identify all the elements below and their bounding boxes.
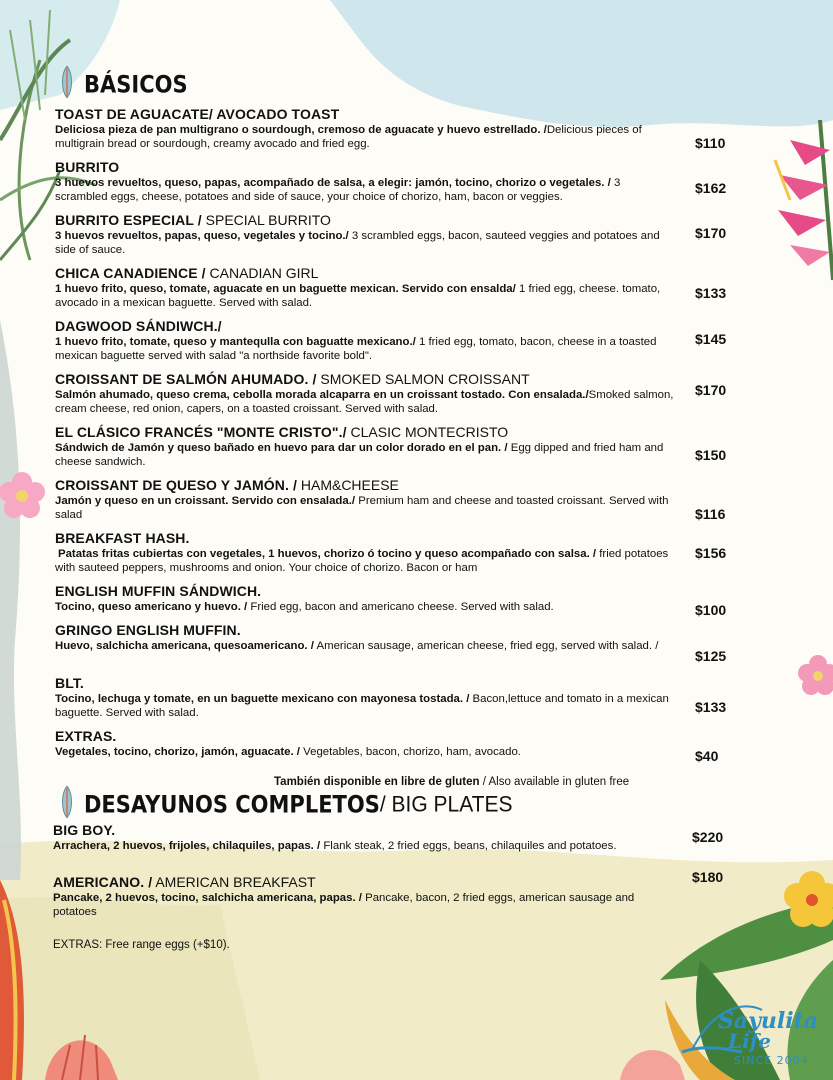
menu-item bbox=[55, 675, 675, 720]
item-price: $170 bbox=[695, 382, 727, 398]
item-name: AMERICANO. / bbox=[53, 874, 153, 890]
item-name-en: CANADIAN GIRL bbox=[209, 265, 319, 281]
item-name: CHICA CANADIENCE / bbox=[55, 265, 206, 281]
item-price: $150 bbox=[695, 447, 727, 463]
menu-item bbox=[55, 530, 675, 575]
item-name: GRINGO ENGLISH MUFFIN. bbox=[55, 622, 241, 638]
item-name-en: CLASIC MONTECRISTO bbox=[350, 424, 509, 440]
item-desc-es: Sándwich de Jamón y queso bañado en huevo para dar un color dorado en el pan. / bbox=[55, 442, 508, 454]
section-heading-basicos bbox=[60, 66, 188, 98]
item-name: BREAKFAST HASH. bbox=[55, 530, 190, 546]
item-price: $145 bbox=[695, 331, 727, 347]
item-desc-en: American sausage, american cheese, fried egg, served with salad. / bbox=[316, 640, 659, 652]
item-desc-en: 1 fried egg, cheese. tomato, avocado in a mexican baguette. Served with salad. bbox=[55, 283, 661, 309]
item-desc-es: 3 huevos revueltos, papas, queso, vegetales y tocino./ bbox=[55, 230, 349, 242]
item-desc-en: 1 fried egg, tomato, bacon, cheese in a toasted mexican baguette served with salad "a northside favorite bold". bbox=[55, 336, 657, 362]
menu-item bbox=[55, 371, 675, 416]
item-desc-en: 3 scrambled eggs, cheese, potatoes and side of sauce, your choice of chorizo, ham, bacon or veggies. bbox=[55, 177, 621, 203]
item-price: $133 bbox=[695, 699, 727, 715]
item-desc-es: Jamón y queso en un croissant. Servido con ensalada./ bbox=[55, 495, 356, 507]
item-desc-es: Pancake, 2 huevos, tocino, salchicha americana, papas. / bbox=[53, 892, 362, 904]
menu-item bbox=[55, 106, 675, 151]
menu-item bbox=[55, 583, 675, 614]
menu-item bbox=[55, 318, 675, 363]
item-desc-es: Arrachera, 2 huevos, frijoles, chilaquiles, papas. / bbox=[53, 840, 321, 852]
menu-item bbox=[55, 622, 675, 653]
surfboard-icon bbox=[60, 786, 74, 818]
item-price: $156 bbox=[695, 545, 727, 561]
section-subtitle: / BIG PLATES bbox=[379, 792, 513, 817]
menu-item bbox=[55, 728, 675, 759]
item-desc-es: 1 huevo frito, queso, tomate, aguacate en un baguette mexican. Servido con ensalda/ bbox=[55, 283, 516, 295]
item-desc-es: Patatas fritas cubiertas con vegetales, 1 huevos, chorizo ó tocino y queso acompañado con salsa. / bbox=[58, 548, 597, 560]
menu-item bbox=[53, 822, 673, 853]
logo-line3: SINCE 2004 bbox=[734, 1054, 809, 1067]
menu-item bbox=[55, 212, 675, 257]
item-desc-en: Smoked salmon, cream cheese, red onion, capers, on a toasted croissant. Served with salad. bbox=[55, 389, 674, 415]
item-name: BLT. bbox=[55, 675, 84, 691]
menu-item bbox=[55, 265, 675, 310]
item-desc-en: fried potatoes with sauteed peppers, mushrooms and onion. Your choice of chorizo. Bacon or ham bbox=[55, 548, 669, 574]
item-desc-en: Flank steak, 2 fried eggs, beans, chilaquiles and potatoes. bbox=[323, 840, 617, 852]
item-price: $125 bbox=[695, 648, 727, 664]
menu-item bbox=[55, 477, 675, 522]
item-desc-en: Fried egg, bacon and americano cheese. Served with salad. bbox=[250, 601, 554, 613]
item-price: $40 bbox=[695, 748, 719, 764]
item-desc-es: Salmón ahumado, queso crema, cebolla morada alcaparra en un croissant tostado. Con ensalada./ bbox=[55, 389, 589, 401]
item-name-en: HAM&CHEESE bbox=[300, 477, 399, 493]
item-desc-en: Egg dipped and fried ham and cheese sandwich. bbox=[55, 442, 664, 468]
gluten-note-es: También disponible en libre de gluten bbox=[274, 776, 480, 788]
menu-item bbox=[53, 874, 673, 919]
item-name: EXTRAS. bbox=[55, 728, 117, 744]
item-price: $162 bbox=[695, 180, 727, 196]
item-desc-es: Huevo, salchicha americana, quesoamericano. / bbox=[55, 640, 314, 652]
section-title: DESAYUNOS COMPLETOS bbox=[84, 790, 380, 818]
logo-line1: Sayulita bbox=[718, 1008, 819, 1034]
item-name-en: AMERICAN BREAKFAST bbox=[155, 874, 316, 890]
extras-note: EXTRAS: Free range eggs (+$10). bbox=[53, 939, 230, 951]
item-name: ENGLISH MUFFIN SÁNDWICH. bbox=[55, 583, 262, 599]
item-desc-es: Deliciosa pieza de pan multigrano o sourdough, cremoso de aguacate y huevo estrellado. / bbox=[55, 124, 547, 136]
item-desc-es: 1 huevo frito, tomate, queso y mantequlla con baguatte mexicano./ bbox=[55, 336, 416, 348]
item-name-en: SMOKED SALMON CROISSANT bbox=[320, 371, 530, 387]
section-title: BÁSICOS bbox=[84, 70, 188, 98]
item-price: $116 bbox=[695, 506, 726, 522]
item-name: BURRITO ESPECIAL / bbox=[55, 212, 202, 228]
item-price: $100 bbox=[695, 602, 727, 618]
gluten-note-en: / Also available in gluten free bbox=[482, 776, 630, 788]
item-desc-en: Delicious pieces of multigrain bread or sourdough, creamy avocado and fried egg. bbox=[55, 124, 642, 150]
section-heading-desayunos bbox=[60, 786, 513, 818]
item-desc-es: Tocino, lechuga y tomate, en un baguette mexicano con mayonesa tostada. / bbox=[55, 693, 470, 705]
item-name-en: SPECIAL BURRITO bbox=[205, 212, 331, 228]
surfboard-icon bbox=[60, 66, 74, 98]
item-price: $110 bbox=[695, 135, 726, 151]
item-name: BURRITO bbox=[55, 159, 120, 175]
item-name: TOAST DE AGUACATE/ AVOCADO TOAST bbox=[55, 106, 340, 122]
menu-item bbox=[55, 424, 675, 469]
item-name: CROISSANT DE SALMÓN AHUMADO. / bbox=[55, 371, 317, 387]
logo-line2: Life bbox=[728, 1029, 771, 1053]
item-price: $170 bbox=[695, 225, 727, 241]
item-price: $133 bbox=[695, 285, 727, 301]
item-price: $180 bbox=[692, 869, 724, 885]
item-desc-en: Pancake, bacon, 2 fried eggs, american sausage and potatoes bbox=[53, 892, 635, 918]
menu-item bbox=[55, 159, 675, 204]
item-desc-en: Premium ham and cheese and toasted croissant. Served with salad bbox=[55, 495, 669, 521]
item-price: $220 bbox=[692, 829, 724, 845]
item-desc-en: Bacon,lettuce and tomato in a mexican baguette. Served with salad. bbox=[55, 693, 669, 719]
item-desc-en: 3 scrambled eggs, bacon, sauteed veggies and potatoes and side of sauce. bbox=[55, 230, 660, 256]
item-desc-es: Vegetales, tocino, chorizo, jamón, aguacate. / bbox=[55, 746, 300, 758]
item-desc-en: Vegetables, bacon, chorizo, ham, avocado. bbox=[303, 746, 521, 758]
item-name: BIG BOY. bbox=[53, 822, 116, 838]
item-desc-es: 3 huevos revueltos, queso, papas, acompañado de salsa, a elegir: jamón, tocino, chorizo o vegetales. / bbox=[55, 177, 611, 189]
item-name: DAGWOOD SÁNDIWCH./ bbox=[55, 318, 222, 334]
item-name: CROISSANT DE QUESO Y JAMÓN. / bbox=[55, 477, 297, 493]
item-desc-es: Tocino, queso americano y huevo. / bbox=[55, 601, 248, 613]
item-name: EL CLÁSICO FRANCÉS "MONTE CRISTO"./ bbox=[55, 424, 347, 440]
sayulita-life-logo bbox=[672, 990, 832, 1070]
